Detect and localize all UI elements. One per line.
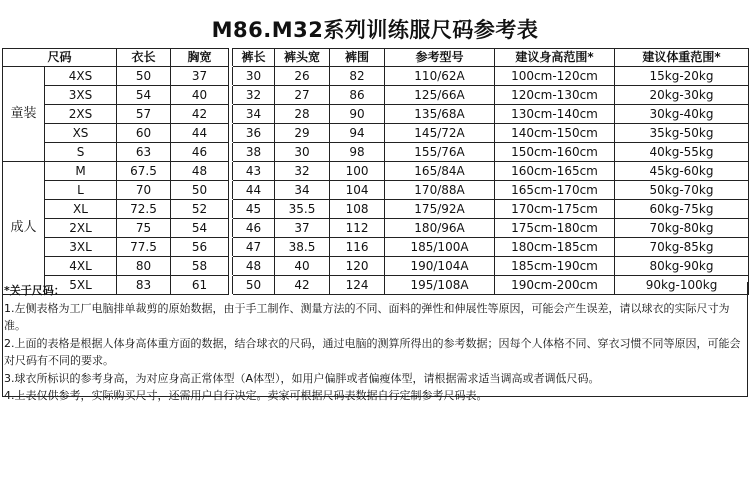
cell-pants-length: 46	[233, 219, 275, 238]
cell-chest: 54	[171, 219, 229, 238]
cell-weight-range: 90kg-100kg	[615, 276, 749, 295]
cell-weight-range: 15kg-20kg	[615, 67, 749, 86]
cell-size: 4XS	[45, 67, 117, 86]
note-item: 4.上表仅供参考，实际购买尺寸，还需用户自行决定。卖家可根据尺码表数据自行定制参考尺码表。	[4, 389, 488, 402]
cell-size: XL	[45, 200, 117, 219]
table-row	[3, 200, 749, 219]
cell-length: 77.5	[117, 238, 171, 257]
table-body	[3, 67, 749, 295]
cell-size: 5XL	[45, 276, 117, 295]
cell-hip: 112	[330, 219, 385, 238]
cell-chest: 48	[171, 162, 229, 181]
cell-hip: 100	[330, 162, 385, 181]
table-row	[3, 105, 749, 124]
cell-hip: 124	[330, 276, 385, 295]
header-hip: 裤围	[330, 49, 385, 67]
table-row	[3, 181, 749, 200]
group-label: 成人	[3, 162, 45, 295]
cell-pants-length: 45	[233, 200, 275, 219]
cell-length: 50	[117, 67, 171, 86]
cell-pants-length: 34	[233, 105, 275, 124]
note-item: 2.上面的表格是根据人体身高体重方面的数据，结合球衣的尺码，通过电脑的测算所得出的参考数据；因每个人体格不同、穿衣习惯不同等原因，可能会对尺码有不同的要求。	[4, 336, 741, 367]
cell-length: 72.5	[117, 200, 171, 219]
header-ref-model: 参考型号	[385, 49, 495, 67]
cell-size: 4XL	[45, 257, 117, 276]
cell-pants-length: 47	[233, 238, 275, 257]
cell-ref-model: 175/92A	[385, 200, 495, 219]
cell-weight-range: 70kg-85kg	[615, 238, 749, 257]
cell-height-range: 180cm-185cm	[495, 238, 615, 257]
cell-waist: 40	[275, 257, 330, 276]
cell-ref-model: 110/62A	[385, 67, 495, 86]
note-item: 3.球衣所标识的参考身高，为对应身高正常体型（A体型），如用户偏胖或者偏瘦体型，请根据需求适当调高或者调低尺码。	[4, 371, 600, 385]
cell-waist: 26	[275, 67, 330, 86]
cell-weight-range: 20kg-30kg	[615, 86, 749, 105]
cell-waist: 38.5	[275, 238, 330, 257]
header-height-range: 建议身高范围*	[495, 49, 615, 67]
cell-chest: 46	[171, 143, 229, 162]
cell-hip: 116	[330, 238, 385, 257]
cell-ref-model: 135/68A	[385, 105, 495, 124]
cell-waist: 27	[275, 86, 330, 105]
cell-ref-model: 185/100A	[385, 238, 495, 257]
cell-ref-model: 125/66A	[385, 86, 495, 105]
cell-chest: 56	[171, 238, 229, 257]
table-row	[3, 143, 749, 162]
cell-hip: 86	[330, 86, 385, 105]
size-chart-table	[2, 48, 749, 295]
cell-chest: 42	[171, 105, 229, 124]
cell-length: 75	[117, 219, 171, 238]
cell-length: 57	[117, 105, 171, 124]
cell-size: L	[45, 181, 117, 200]
cell-length: 63	[117, 143, 171, 162]
cell-pants-length: 38	[233, 143, 275, 162]
cell-height-range: 165cm-170cm	[495, 181, 615, 200]
group-label: 童装	[3, 67, 45, 162]
table-row	[3, 238, 749, 257]
header-size: 尺码	[3, 49, 117, 67]
cell-height-range: 100cm-120cm	[495, 67, 615, 86]
cell-ref-model: 195/108A	[385, 276, 495, 295]
cell-hip: 120	[330, 257, 385, 276]
table-row	[3, 124, 749, 143]
cell-chest: 44	[171, 124, 229, 143]
cell-pants-length: 48	[233, 257, 275, 276]
table-row	[3, 257, 749, 276]
cell-ref-model: 180/96A	[385, 219, 495, 238]
cell-weight-range: 40kg-55kg	[615, 143, 749, 162]
note-item: 1.左侧表格为工厂电脑排单裁剪的原始数据，由于手工制作、测量方法的不同、面料的弹性和伸展性等原因，可能会产生误差，请以球衣的实际尺寸为准。	[4, 301, 730, 332]
cell-height-range: 150cm-160cm	[495, 143, 615, 162]
header-length: 衣长	[117, 49, 171, 67]
cell-pants-length: 43	[233, 162, 275, 181]
cell-waist: 35.5	[275, 200, 330, 219]
cell-ref-model: 190/104A	[385, 257, 495, 276]
cell-size: S	[45, 143, 117, 162]
cell-chest: 40	[171, 86, 229, 105]
table-row	[3, 219, 749, 238]
cell-chest: 50	[171, 181, 229, 200]
cell-size: 2XS	[45, 105, 117, 124]
table-header-row	[3, 49, 749, 67]
cell-height-range: 185cm-190cm	[495, 257, 615, 276]
cell-ref-model: 165/84A	[385, 162, 495, 181]
cell-weight-range: 80kg-90kg	[615, 257, 749, 276]
cell-hip: 108	[330, 200, 385, 219]
cell-size: 3XL	[45, 238, 117, 257]
cell-size: M	[45, 162, 117, 181]
header-weight-range: 建议体重范围*	[615, 49, 749, 67]
cell-waist: 42	[275, 276, 330, 295]
cell-weight-range: 60kg-75kg	[615, 200, 749, 219]
cell-chest: 58	[171, 257, 229, 276]
cell-pants-length: 36	[233, 124, 275, 143]
cell-waist: 28	[275, 105, 330, 124]
table-row	[3, 86, 749, 105]
cell-waist: 30	[275, 143, 330, 162]
cell-height-range: 120cm-130cm	[495, 86, 615, 105]
cell-ref-model: 155/76A	[385, 143, 495, 162]
cell-length: 80	[117, 257, 171, 276]
cell-length: 83	[117, 276, 171, 295]
header-waist: 裤头宽	[275, 49, 330, 67]
cell-weight-range: 50kg-70kg	[615, 181, 749, 200]
cell-hip: 90	[330, 105, 385, 124]
cell-waist: 32	[275, 162, 330, 181]
page-title: M86.M32系列训练服尺码参考表	[211, 18, 539, 42]
cell-ref-model: 170/88A	[385, 181, 495, 200]
header-chest: 胸宽	[171, 49, 229, 67]
cell-ref-model: 145/72A	[385, 124, 495, 143]
cell-pants-length: 30	[233, 67, 275, 86]
cell-weight-range: 70kg-80kg	[615, 219, 749, 238]
cell-pants-length: 32	[233, 86, 275, 105]
notes-border	[2, 282, 748, 397]
table-row	[3, 67, 749, 86]
cell-height-range: 190cm-200cm	[495, 276, 615, 295]
cell-height-range: 175cm-180cm	[495, 219, 615, 238]
cell-height-range: 170cm-175cm	[495, 200, 615, 219]
table-row	[3, 162, 749, 181]
cell-size: 3XS	[45, 86, 117, 105]
cell-hip: 82	[330, 67, 385, 86]
cell-height-range: 130cm-140cm	[495, 105, 615, 124]
cell-waist: 29	[275, 124, 330, 143]
cell-hip: 94	[330, 124, 385, 143]
cell-waist: 34	[275, 181, 330, 200]
cell-length: 54	[117, 86, 171, 105]
notes-heading: *关于尺码：	[4, 284, 65, 297]
cell-hip: 104	[330, 181, 385, 200]
cell-size: XS	[45, 124, 117, 143]
cell-length: 70	[117, 181, 171, 200]
header-pants-length: 裤长	[233, 49, 275, 67]
cell-weight-range: 35kg-50kg	[615, 124, 749, 143]
cell-height-range: 140cm-150cm	[495, 124, 615, 143]
cell-size: 2XL	[45, 219, 117, 238]
cell-length: 60	[117, 124, 171, 143]
cell-waist: 37	[275, 219, 330, 238]
cell-weight-range: 30kg-40kg	[615, 105, 749, 124]
cell-pants-length: 50	[233, 276, 275, 295]
cell-chest: 52	[171, 200, 229, 219]
cell-height-range: 160cm-165cm	[495, 162, 615, 181]
cell-length: 67.5	[117, 162, 171, 181]
cell-weight-range: 45kg-60kg	[615, 162, 749, 181]
cell-chest: 37	[171, 67, 229, 86]
cell-pants-length: 44	[233, 181, 275, 200]
cell-hip: 98	[330, 143, 385, 162]
cell-chest: 61	[171, 276, 229, 295]
